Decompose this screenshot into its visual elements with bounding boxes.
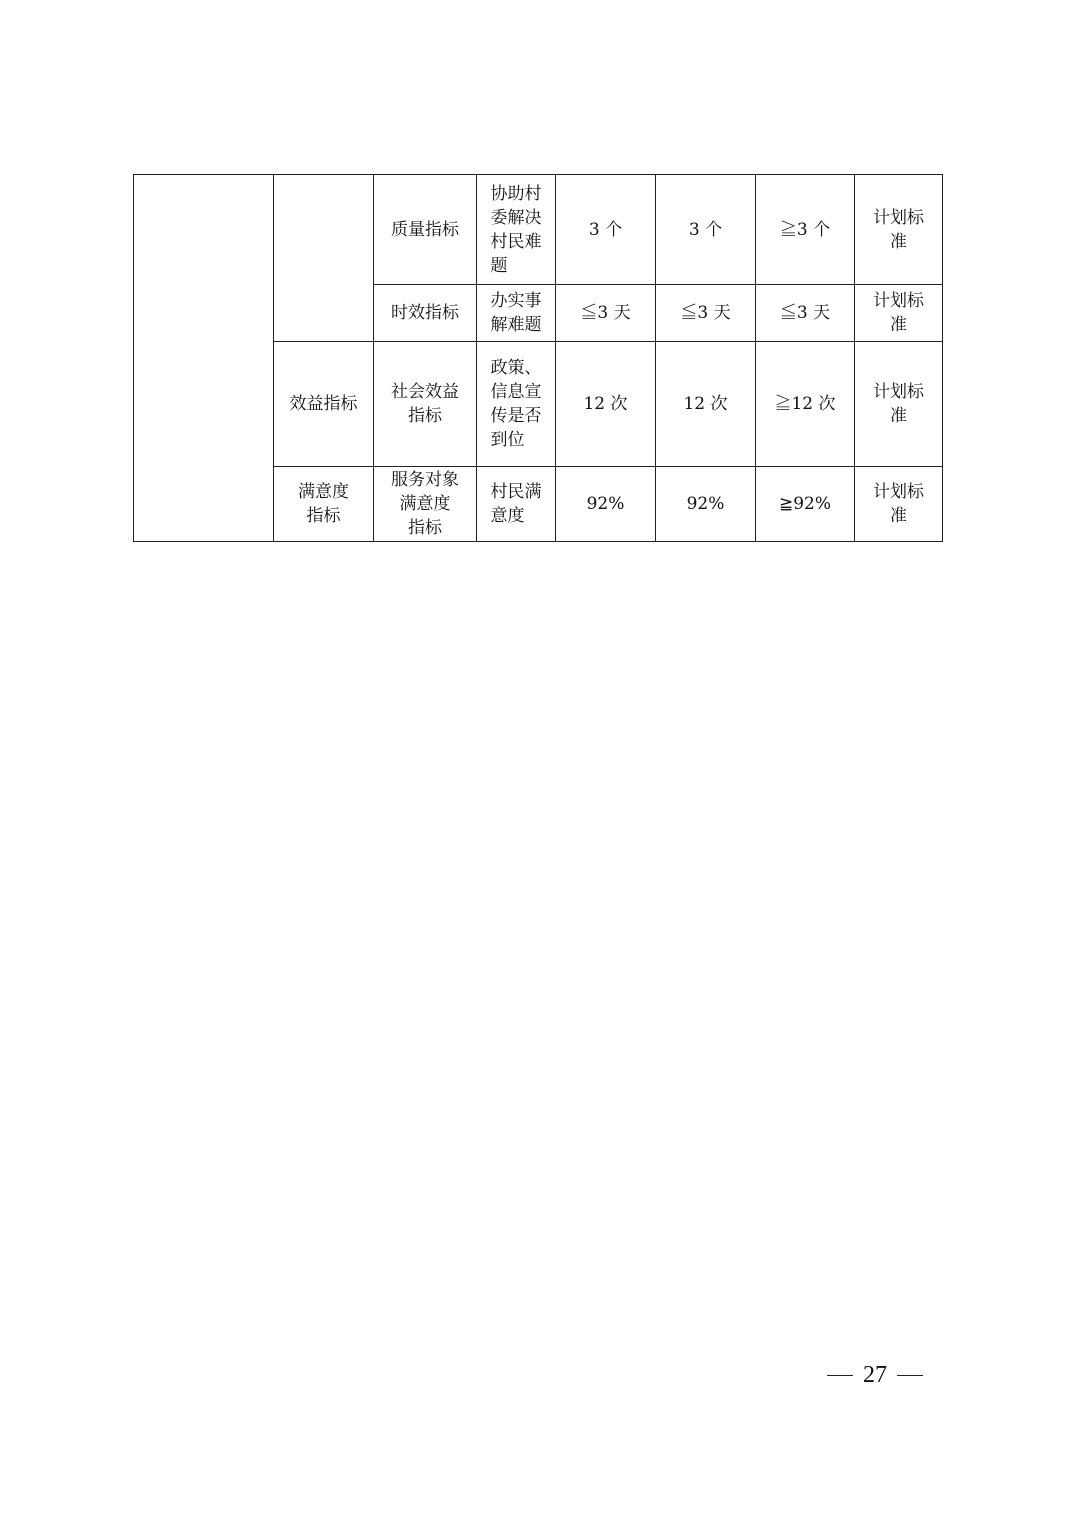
annual-target-value: 3 个 bbox=[588, 219, 623, 240]
actual-value: 92% bbox=[686, 494, 725, 514]
page-footer bbox=[820, 1360, 930, 1390]
indicator-text: 村民满 意度 bbox=[490, 482, 542, 526]
indicator-cell bbox=[477, 342, 556, 467]
basis-text: 计划标 准 bbox=[873, 207, 924, 252]
basis-cell bbox=[855, 285, 943, 342]
basis-text: 计划标 准 bbox=[873, 482, 924, 526]
actual-value-cell bbox=[656, 342, 756, 467]
standard-value-cell bbox=[756, 342, 855, 467]
basis-text: 计划标 准 bbox=[873, 291, 924, 335]
page-number-right-dash bbox=[897, 1375, 923, 1376]
blank-merged-cell bbox=[134, 175, 274, 542]
primary-indicator-text: 满意度 指标 bbox=[298, 482, 349, 526]
secondary-indicator-text: 社会效益 指标 bbox=[391, 382, 459, 426]
basis-cell bbox=[855, 175, 943, 285]
actual-value: 3 个 bbox=[688, 219, 723, 240]
standard-value: ≧12 次 bbox=[774, 394, 836, 414]
standard-value: ≧3 个 bbox=[779, 219, 831, 240]
secondary-indicator-text: 时效指标 bbox=[391, 303, 459, 323]
indicator-cell bbox=[477, 175, 556, 285]
table-row bbox=[134, 175, 943, 285]
indicator-text: 政策、 信息宣 传是否 到位 bbox=[490, 358, 542, 450]
actual-value: ≦3 天 bbox=[680, 303, 731, 323]
secondary-indicator-text: 质量指标 bbox=[391, 219, 459, 240]
primary-indicator-cell bbox=[274, 467, 374, 542]
annual-target-value: 92% bbox=[586, 494, 625, 514]
secondary-indicator-text: 服务对象 满意度 指标 bbox=[391, 470, 459, 538]
secondary-indicator-cell bbox=[374, 175, 477, 285]
annual-target-value: ≦3 天 bbox=[580, 303, 631, 323]
annual-target-cell bbox=[556, 285, 656, 342]
indicator-cell bbox=[477, 285, 556, 342]
standard-value-cell bbox=[756, 285, 855, 342]
actual-value-cell bbox=[656, 285, 756, 342]
primary-indicator-cell bbox=[274, 342, 374, 467]
actual-value: 12 次 bbox=[683, 394, 728, 414]
basis-cell bbox=[855, 467, 943, 542]
performance-indicator-table bbox=[133, 174, 943, 542]
secondary-indicator-cell bbox=[374, 467, 477, 542]
annual-target-value: 12 次 bbox=[583, 394, 628, 414]
standard-value: ≦3 天 bbox=[779, 303, 831, 323]
page-number: 27 bbox=[863, 1361, 887, 1388]
annual-target-cell bbox=[556, 342, 656, 467]
page-number-left-dash bbox=[827, 1375, 853, 1376]
annual-target-cell bbox=[556, 175, 656, 285]
actual-value-cell bbox=[656, 467, 756, 542]
standard-value: ≧92% bbox=[778, 494, 832, 514]
secondary-indicator-cell bbox=[374, 285, 477, 342]
annual-target-cell bbox=[556, 467, 656, 542]
secondary-indicator-cell bbox=[374, 342, 477, 467]
standard-value-cell bbox=[756, 467, 855, 542]
indicator-cell bbox=[477, 467, 556, 542]
blank-primary-cell bbox=[274, 175, 374, 342]
basis-cell bbox=[855, 342, 943, 467]
indicator-text: 协助村 委解决 村民难 题 bbox=[490, 183, 542, 276]
primary-indicator-text: 效益指标 bbox=[289, 394, 358, 414]
actual-value-cell bbox=[656, 175, 756, 285]
indicator-text: 办实事 解难题 bbox=[490, 291, 542, 335]
basis-text: 计划标 准 bbox=[873, 382, 924, 426]
standard-value-cell bbox=[756, 175, 855, 285]
